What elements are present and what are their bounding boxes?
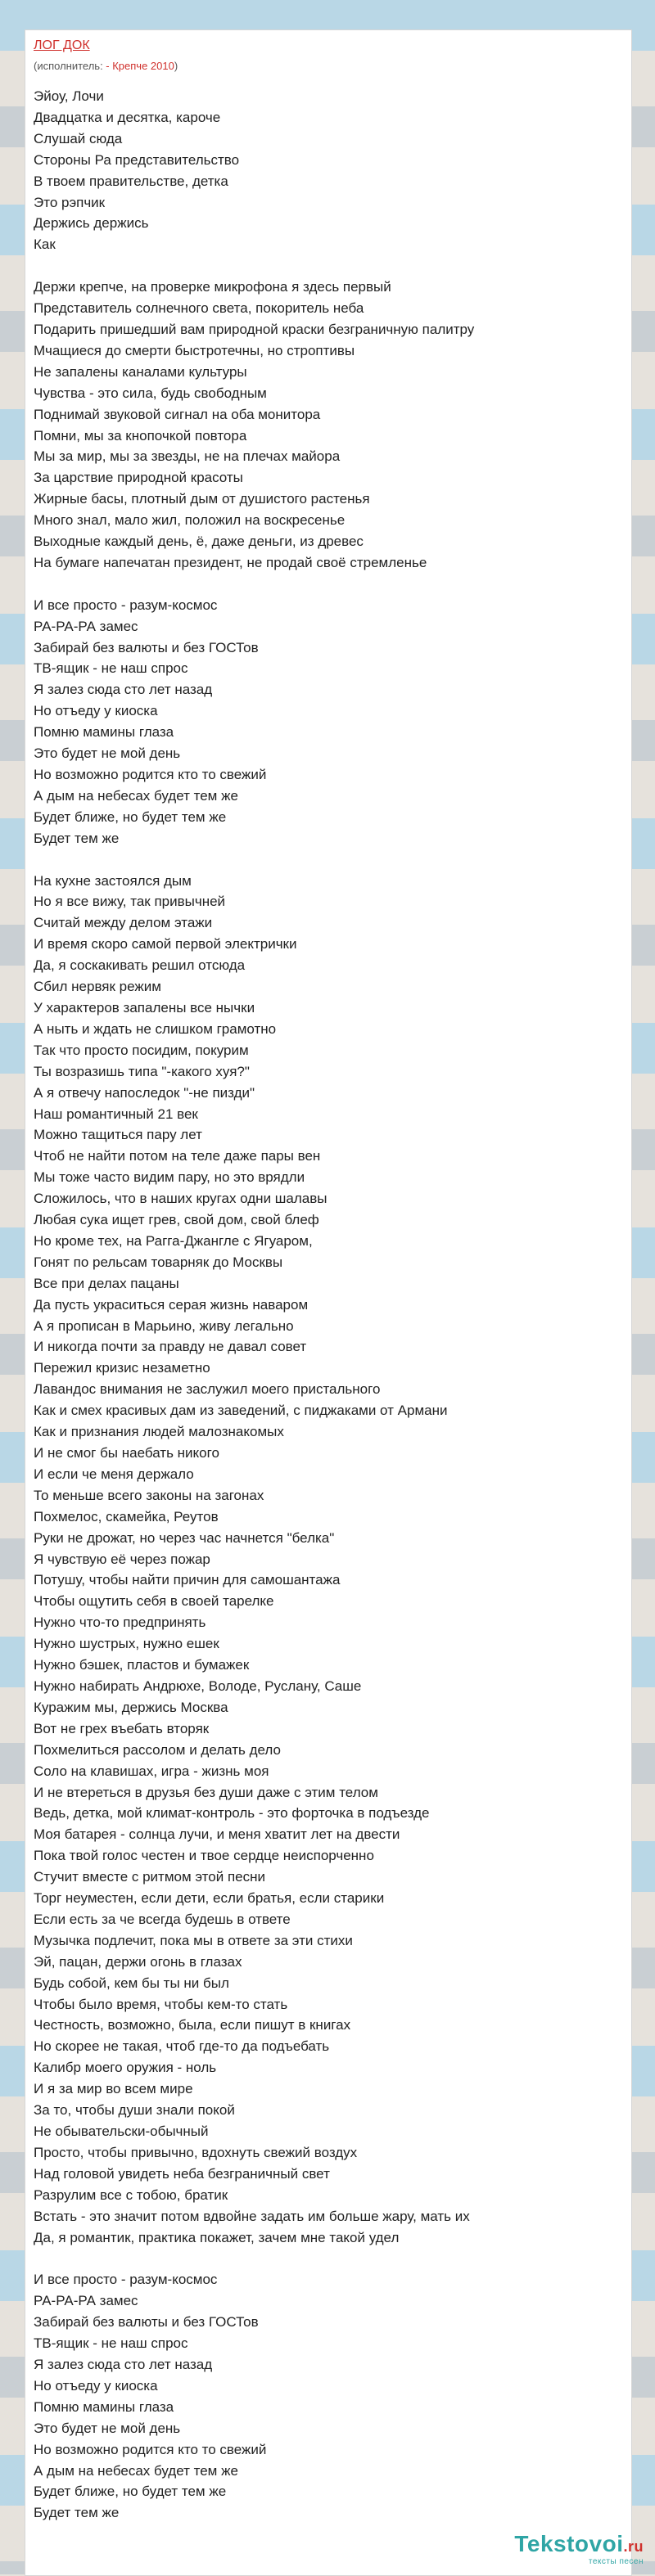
logo-name: Tekstovoi [514,2531,624,2556]
performer-line [34,60,178,72]
performer-prefix: (исполнитель: [34,60,106,72]
logo-tagline: тексты песен [588,2557,644,2566]
logo-suffix: .ru [623,2538,644,2555]
site-logo[interactable] [514,2531,644,2566]
lyrics-card [25,29,632,2576]
song-title[interactable]: ЛОГ ДОК [34,38,90,52]
performer-suffix: ) [174,60,178,72]
performer-link[interactable]: - Крепче 2010 [106,60,174,72]
logo-wordmark [514,2531,644,2557]
lyrics-text: Эйоу, Лочи Двадцатка и десятка, кароче Слушай сюда Стороны Ра представительство В твоем правительстве, детка Это рэпчик Держись держись Как Держи крепче, на проверке микрофона я здесь первый Представитель солнечного света, покоритель неба Подарить пришедший вам природной краски безграничную палитру Мчащиеся до смерти быстротечны, но строптивы Не запалены каналами культуры Чувства - это сила, будь свободным Поднимай звуковой сигнал на оба монитора Помни, мы за кнопочкой повтора Мы за мир, мы за звезды, не на плечах майора За царствие природной красоты Жирные басы, плотный дым от душистого растенья Много знал, мало жил, положил на воскресенье Выходные каждый день, ё, даже деньги, из древес На бумаге напечатан президент, не продай своё стремленье И все просто - разум-космос РА-РА-РА замес Забирай без валюты и без ГОСТов ТВ-ящик - не наш спрос Я залез сюда сто лет назад Но отъеду у киоска Помню мамины глаза Это будет не мой день Но возможно родится кто то свежий А дым на небесах будет тем же Будет ближе, но будет тем же Будет тем же На кухне застоялся дым Но я все вижу, так привычней Считай между делом этажи И время скоро самой первой электрички Да, я соскакивать решил отсюда Сбил нервяк режим У характеров запалены все нычки А ныть и ждать не слишком грамотно Так что просто посидим, покурим Ты возразишь типа "-какого хуя?" А я отвечу напоследок "-не пизди" Наш романтичный 21 век Можно тащиться пару лет Чтоб не найти потом на теле даже пары вен Мы тоже часто видим пару, но это врядли Сложилось, что в наших кругах одни шалавы Любая сука ищет грев, свой дом, свой блеф Но кроме тех, на Рагга-Джангле с Ягуаром, Гонят по рельсам товарняк до Москвы Все при делах пацаны Да пусть украситься серая жизнь наваром А я прописан в Марьино, живу легально И никогда почти за правду не давал совет Пережил кризис незаметно Лавандос внимания не заслужил моего пристального Как и смех красивых дам из заведений, с пиджаками от Армани Как и признания людей малознакомых И не смог бы наебать никого И если че меня держало То меньше всего законы на загонах Похмелос, скамейка, Реутов Руки не дрожат, но через час начнется "белка" Я чувствую её через пожар Потушу, чтобы найти причин для самошантажа Чтобы ощутить себя в своей тарелке Нужно что-то предпринять Нужно шустрых, нужно ешек Нужно бэшек, пластов и бумажек Нужно набирать Андрюхе, Володе, Руслану, Саше Куражим мы, держись Москва Вот не грех въебать вторяк Похмелиться рассолом и делать дело Соло на клавишах, игра - жизнь моя И не втереться в друзья без души даже с этим телом Ведь, детка, мой климат-контроль - это форточка в подъезде Моя батарея - солнца лучи, и меня хватит лет на двести Пока твой голос честен и твое сердце неиспорченно Стучит вместе с ритмом этой песни Торг неуместен, если дети, если братья, если старики Если есть за че всегда будешь в ответе Музычка подлечит, пока мы в ответе за эти стихи Эй, пацан, держи огонь в глазах Будь собой, кем бы ты ни был Чтобы было время, чтобы кем-то стать Честность, возможно, была, если пишут в книгах Но скорее не такая, чтоб где-то да подъебать Калибр моего оружия - ноль И я за мир во всем мире За то, чтобы души знали покой Не обывательски-обычный Просто, чтобы привычно, вдохнуть свежий воздух Над головой увидеть неба безграничный свет Разрулим все с тобою, братик Встать - это значит потом вдвойне задать им больше жару, мать их Да, я романтик, практика покажет, зачем мне такой удел И все просто - разум-космос РА-РА-РА замес Забирай без валюты и без ГОСТов ТВ-ящик - не наш спрос Я залез сюда сто лет назад Но отъеду у киоска Помню мамины глаза Это будет не мой день Но возможно родится кто то свежий А дым на небесах будет тем же Будет ближе, но будет тем же Будет тем же [34,88,475,2521]
